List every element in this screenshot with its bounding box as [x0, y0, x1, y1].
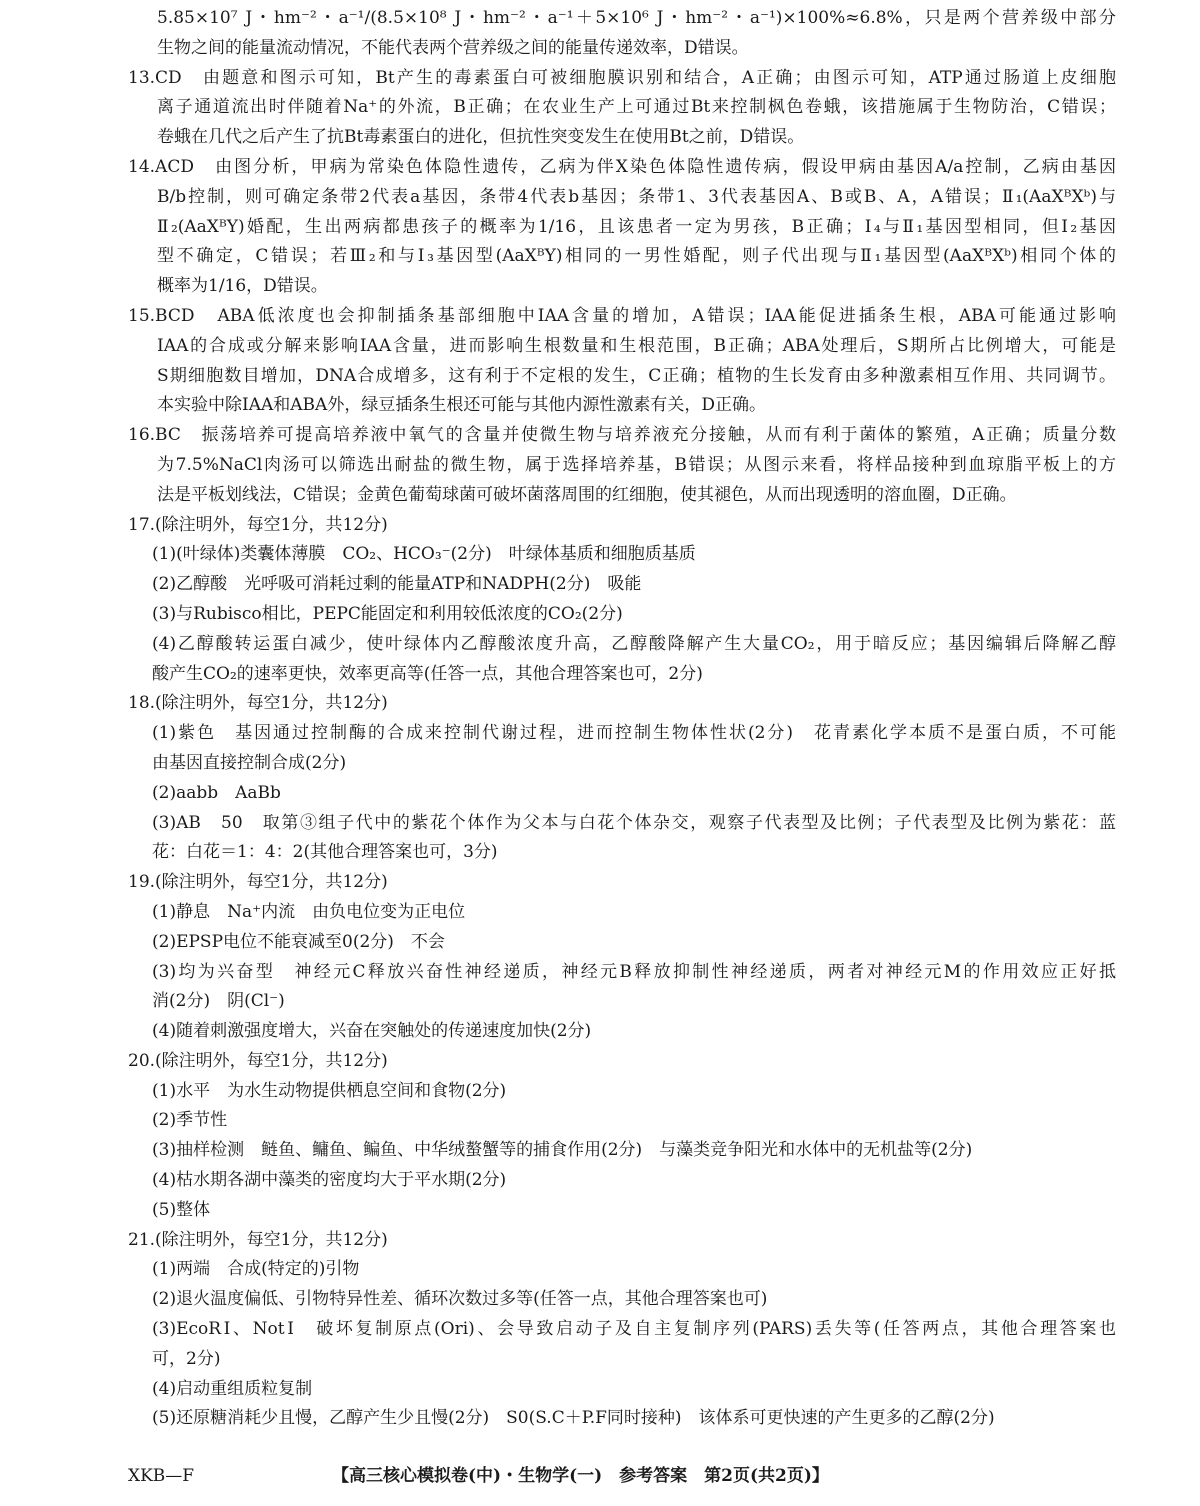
text-line-content: (3)抽样检测 鲢鱼、鳙鱼、鳊鱼、中华绒螯蟹等的捕食作用(2分) 与藻类竞争阳光和水体中的无机盐等(2分): [152, 1140, 973, 1161]
text-line-content: (5)整体: [152, 1199, 211, 1220]
text-line-content: 17.(除注明外，每空1分，共12分): [128, 514, 388, 535]
text-line: [0, 898, 1200, 928]
text-line: [0, 153, 1200, 183]
text-line-content: 5.85×10⁷ J・hm⁻²・a⁻¹/(8.5×10⁸ J・hm⁻²・a⁻¹＋5×10⁶ J・hm⁻²・a⁻¹)×100%≈6.8%，只是两个营养级中部分: [157, 8, 1116, 28]
text-line-content: 概率为1/16，D错误。: [157, 276, 328, 297]
text-line-content: 可，2分): [152, 1348, 221, 1369]
text-line: [0, 1315, 1200, 1345]
text-line: [0, 868, 1200, 898]
text-line-content: (3)均为兴奋型 神经元C释放兴奋性神经递质，神经元B释放抑制性神经递质，两者对神经元M的作用效应正好抵: [152, 961, 1116, 982]
text-line: [0, 34, 1200, 64]
text-line-content: (3)EcoRⅠ、NotⅠ 破坏复制原点(Ori)、会导致启动子及自主复制序列(PARS)丢失等(任答两点，其他合理答案也: [152, 1319, 1116, 1340]
text-line-content: 消(2分) 阴(Cl⁻): [152, 991, 285, 1012]
text-line: [0, 362, 1200, 392]
text-line: [0, 779, 1200, 809]
text-line-content: 卷蛾在几代之后产生了抗Bt毒素蛋白的进化，但抗性突变发生在使用Bt之前，D错误。: [157, 127, 805, 148]
text-line-content: (4)乙醇酸转运蛋白减少，使叶绿体内乙醇酸浓度升高，乙醇酸降解产生大量CO₂，用于暗反应；基因编辑后降解乙醇: [152, 633, 1116, 654]
text-line: [0, 1196, 1200, 1226]
text-line: [0, 391, 1200, 421]
text-line-content: 15.BCD ABA低浓度也会抑制插条基部细胞中IAA含量的增加，A错误；IAA能促进插条生根，ABA可能通过影响: [128, 305, 1116, 326]
page-footer: [0, 1461, 1200, 1491]
text-line: [0, 1166, 1200, 1196]
text-line: [0, 302, 1200, 332]
text-line-content: 花：白花＝1：4：2(其他合理答案也可，3分): [152, 842, 498, 863]
text-line-content: IAA的合成或分解来影响IAA含量，进而影响生根数量和生根范围，B正确；ABA处理后，S期所占比例增大，可能是: [157, 335, 1116, 356]
footer-title: 【高三核心模拟卷(中)・生物学(一) 参考答案 第2页(共2页)】: [332, 1466, 829, 1486]
text-line-content: 19.(除注明外，每空1分，共12分): [128, 872, 388, 893]
text-line: [0, 540, 1200, 570]
text-line: [0, 928, 1200, 958]
text-line: [0, 4, 1200, 34]
text-line: [0, 183, 1200, 213]
text-line-content: 生物之间的能量流动情况，不能代表两个营养级之间的能量传递效率，D错误。: [157, 37, 749, 58]
text-line: [0, 1375, 1200, 1405]
text-line: [0, 511, 1200, 541]
text-line-content: (2)退火温度偏低、引物特异性差、循环次数过多等(任答一点，其他合理答案也可): [152, 1289, 768, 1310]
answer-text: [0, 4, 1200, 1434]
text-line-content: (5)还原糖消耗少且慢，乙醇产生少且慢(2分) S0(S.C＋P.F同时接种) 该体系可更快速的产生更多的乙醇(2分): [152, 1408, 995, 1429]
text-line: [0, 570, 1200, 600]
text-line-content: 离子通道流出时伴随着Na⁺的外流，B正确；在农业生产上可通过Bt来控制枫色卷蛾，该措施属于生物防治，C错误；: [157, 97, 1116, 118]
text-line: [0, 630, 1200, 660]
text-line-content: (3)与Rubisco相比，PEPC能固定和利用较低浓度的CO₂(2分): [152, 603, 623, 624]
text-line-content: 14.ACD 由图分析，甲病为常染色体隐性遗传，乙病为伴X染色体隐性遗传病，假设甲病由基因A/a控制，乙病由基因: [128, 156, 1116, 177]
text-line: [0, 987, 1200, 1017]
text-line: [0, 1345, 1200, 1375]
text-line-content: 法是平板划线法，C错误；金黄色葡萄球菌可破坏菌落周围的红细胞，使其褪色，从而出现透明的溶血圈，D正确。: [157, 484, 1017, 505]
text-line-content: 型不确定，C错误；若Ⅲ₂和与Ⅰ₃基因型(AaXᴮY)相同的一男性婚配，则子代出现与Ⅱ₁基因型(AaXᴮXᵇ)相同个体的: [157, 246, 1116, 267]
text-line-content: (4)枯水期各湖中藻类的密度均大于平水期(2分): [152, 1170, 507, 1191]
text-line-content: 由基因直接控制合成(2分): [152, 752, 347, 773]
text-line: [0, 213, 1200, 243]
text-line: [0, 958, 1200, 988]
text-line-content: 为7.5%NaCl肉汤可以筛选出耐盐的微生物，属于选择培养基，B错误；从图示来看，将样品接种到血琼脂平板上的方: [157, 454, 1116, 475]
text-line: [0, 1047, 1200, 1077]
text-line-content: 21.(除注明外，每空1分，共12分): [128, 1229, 388, 1250]
text-line-content: (2)aabb AaBb: [152, 782, 281, 803]
text-line-content: (4)随着刺激强度增大，兴奋在突触处的传递速度加快(2分): [152, 1021, 592, 1042]
text-line: [0, 332, 1200, 362]
text-line-content: (4)启动重组质粒复制: [152, 1378, 313, 1399]
text-line: [0, 481, 1200, 511]
text-line: [0, 1226, 1200, 1256]
text-line: [0, 421, 1200, 451]
text-line: [0, 272, 1200, 302]
text-line: [0, 1017, 1200, 1047]
text-line-content: (2)EPSP电位不能衰减至0(2分) 不会: [152, 931, 445, 952]
text-line: [0, 660, 1200, 690]
text-line-content: (2)季节性: [152, 1110, 228, 1131]
text-line-content: 18.(除注明外，每空1分，共12分): [128, 693, 388, 714]
text-line-content: 20.(除注明外，每空1分，共12分): [128, 1050, 388, 1071]
text-line-content: (3)AB 50 取第③组子代中的紫花个体作为父本与白花个体杂交，观察子代表型及比例；子代表型及比例为紫花：蓝: [152, 812, 1116, 833]
text-line-content: B/b控制，则可确定条带2代表a基因，条带4代表b基因；条带1、3代表基因A、B或B、A，A错误；Ⅱ₁(AaXᴮXᵇ)与: [157, 186, 1116, 207]
text-line-content: (1)静息 Na⁺内流 由负电位变为正电位: [152, 901, 466, 922]
text-line: [0, 838, 1200, 868]
text-line-content: S期细胞数目增加，DNA合成增多，这有利于不定根的发生，C正确；植物的生长发育由多种激素相互作用、共同调节。: [157, 365, 1116, 386]
text-line-content: (1)两端 合成(特定的)引物: [152, 1259, 360, 1280]
footer-code: XKB—F: [128, 1466, 195, 1486]
text-line: [0, 451, 1200, 481]
text-line: [0, 1404, 1200, 1434]
text-line: [0, 1255, 1200, 1285]
text-line-content: 16.BC 振荡培养可提高培养液中氧气的含量并使微生物与培养液充分接触，从而有利于菌体的繁殖，A正确；质量分数: [128, 425, 1116, 446]
text-line-content: 酸产生CO₂的速率更快，效率更高等(任答一点，其他合理答案也可，2分): [152, 663, 703, 684]
text-line: [0, 719, 1200, 749]
text-line-content: (1)(叶绿体)类囊体薄膜 CO₂、HCO₃⁻(2分) 叶绿体基质和细胞质基质: [152, 544, 696, 565]
text-line: [0, 1106, 1200, 1136]
text-line: [0, 64, 1200, 94]
text-line: [0, 1077, 1200, 1107]
text-line-content: 13.CD 由题意和图示可知，Bt产生的毒素蛋白可被细胞膜识别和结合，A正确；由图示可知，ATP通过肠道上皮细胞: [128, 67, 1116, 88]
text-line: [0, 809, 1200, 839]
text-line: [0, 93, 1200, 123]
text-line: [0, 600, 1200, 630]
text-line-content: Ⅱ₂(AaXᴮY)婚配，生出两病都患孩子的概率为1/16，且该患者一定为男孩，B正确；Ⅰ₄与Ⅱ₁基因型相同，但Ⅰ₂基因: [157, 216, 1116, 237]
text-line: [0, 123, 1200, 153]
text-line: [0, 749, 1200, 779]
text-line: [0, 689, 1200, 719]
text-line-content: (2)乙醇酸 光呼吸可消耗过剩的能量ATP和NADPH(2分) 吸能: [152, 574, 642, 595]
text-line-content: 本实验中除IAA和ABA外，绿豆插条生根还可能与其他内源性激素有关，D正确。: [157, 395, 766, 416]
text-line: [0, 242, 1200, 272]
text-line-content: (1)水平 为水生动物提供栖息空间和食物(2分): [152, 1080, 507, 1101]
text-line: [0, 1136, 1200, 1166]
text-line-content: (1)紫色 基因通过控制酶的合成来控制代谢过程，进而控制生物体性状(2分) 花青素化学本质不是蛋白质，不可能: [152, 723, 1116, 744]
text-line: [0, 1285, 1200, 1315]
